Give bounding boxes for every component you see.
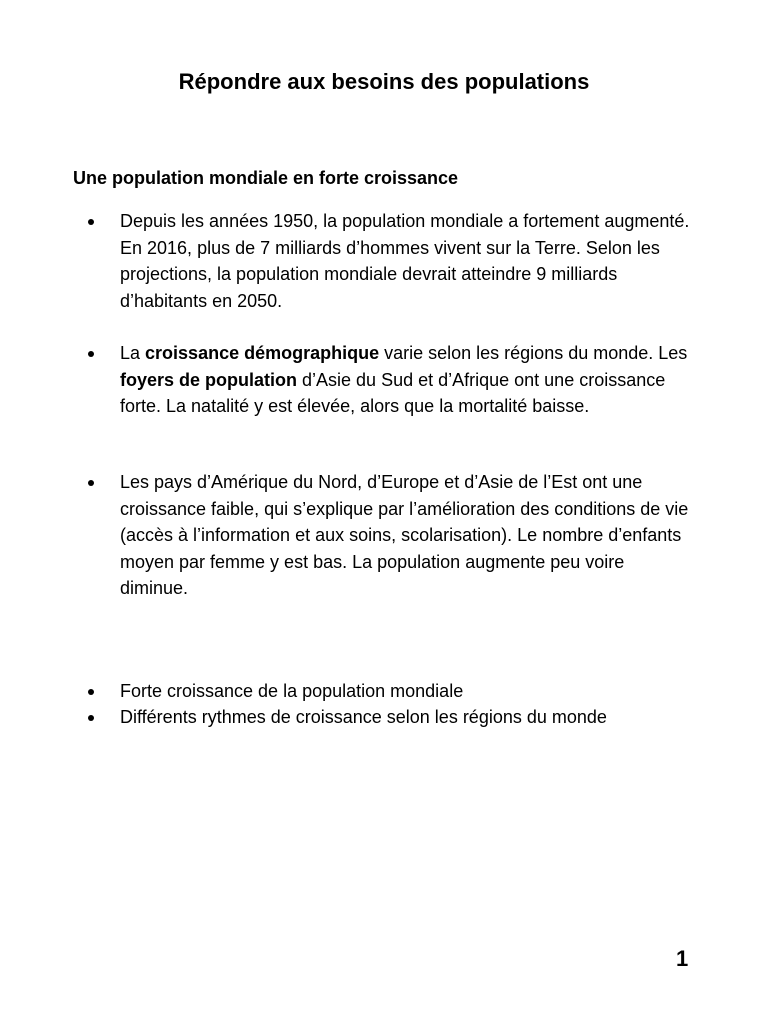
summary-text: Différents rythmes de croissance selon les régions du monde xyxy=(120,707,607,727)
summary-text: Forte croissance de la population mondiale xyxy=(120,681,464,701)
section-heading: Une population mondiale en forte croissance xyxy=(73,168,459,188)
bullet-dot-icon xyxy=(88,689,94,695)
bullet-dot-icon xyxy=(88,219,94,225)
text-run: La xyxy=(120,343,146,363)
bullet-list xyxy=(0,340,690,420)
summary-item xyxy=(0,704,720,730)
bullet-list xyxy=(0,208,690,314)
bullet-item xyxy=(0,469,690,602)
bullet-text: Les pays d’Amérique du Nord, d’Europe et d’Asie de l’Est ont une croissance faible, qui s’explique par l’amélioration des conditions de vie (accès à l’information et aux soins, scolarisation). Le nombre d’enfants moyen par femme y est bas. La population augmente peu voire diminue. xyxy=(120,472,689,598)
bullet-text: Depuis les années 1950, la population mondiale a fortement augmenté. En 2016, plus de 7 milliards d’hommes vivent sur la Terre. Selon les projections, la population mondiale devrait atteindre 9 milliards d’habitants en 2050. xyxy=(120,211,690,311)
bullet-item xyxy=(0,340,690,420)
page-title: Répondre aux besoins des populations xyxy=(178,69,590,94)
page-number: 1 xyxy=(676,946,689,971)
bullet-text xyxy=(120,343,687,416)
bullet-dot-icon xyxy=(88,480,94,486)
bullet-item xyxy=(0,208,690,314)
text-run: d’Asie du Sud et d’Afrique ont une croissance forte. La natalité y est élevée, alors que la mortalité baisse. xyxy=(120,369,666,416)
summary-item xyxy=(0,678,720,704)
key-term-croissance: croissance démographique xyxy=(145,343,380,363)
bullet-dot-icon xyxy=(88,715,94,721)
summary-list xyxy=(0,678,720,730)
key-term-foyers: foyers de population xyxy=(120,369,298,390)
text-run: varie selon les régions du monde. Les xyxy=(379,343,688,363)
bullet-dot-icon xyxy=(88,351,94,357)
bullet-list xyxy=(0,469,690,602)
